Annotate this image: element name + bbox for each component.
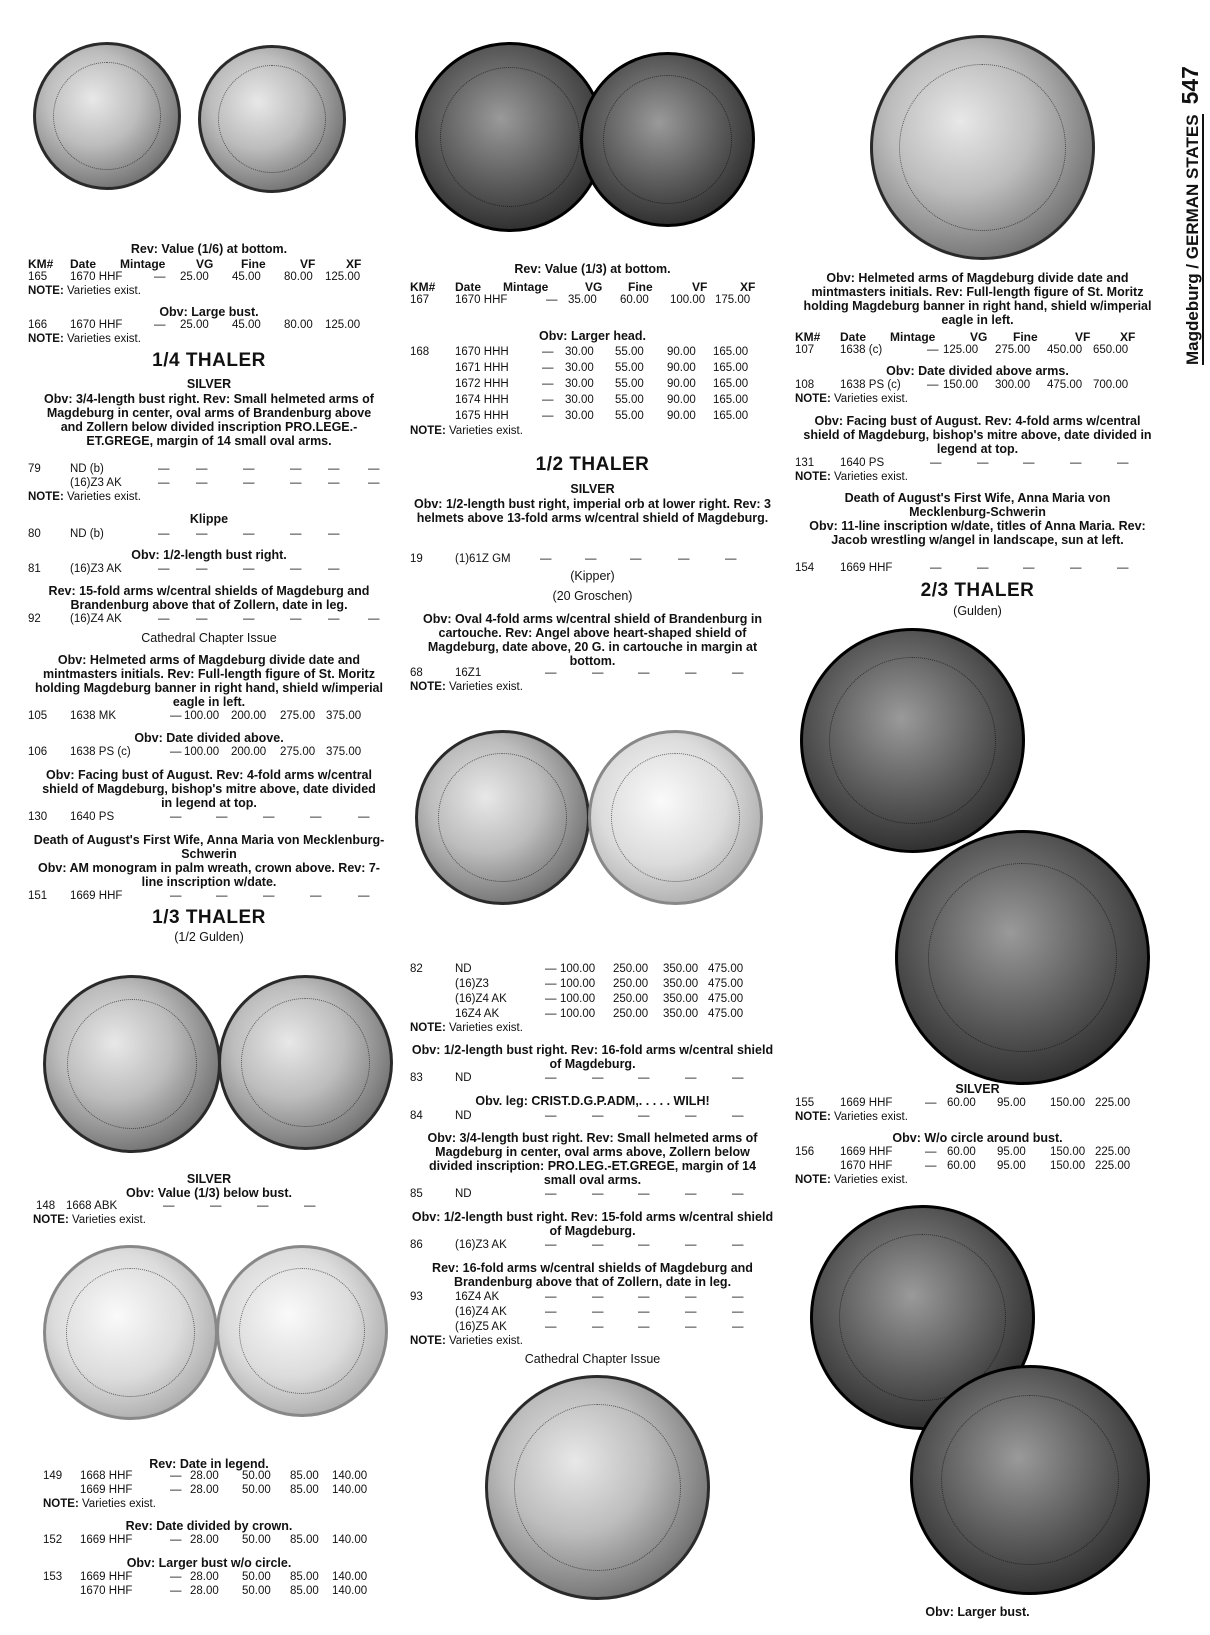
subsection-heading: Cathedral Chapter Issue xyxy=(141,631,277,645)
table-header: KM# Date Mintage VG Fine VF XF xyxy=(795,330,1136,344)
description: Death of August's First Wife, Anna Maria von Mecklenburg-Schwerin xyxy=(844,491,1111,519)
coin-image xyxy=(216,1245,388,1417)
table-row: 149 1668 HHF — 28.00 50.00 85.00 140.00 xyxy=(43,1470,368,1482)
description: Obv: Larger head. xyxy=(539,329,646,343)
note: NOTE: Varieties exist. xyxy=(28,285,141,297)
note: NOTE: Varieties exist. xyxy=(410,681,523,693)
table-row: (16)Z4 AK — — — — — xyxy=(455,1306,744,1318)
section-heading: 1/3 THALER xyxy=(152,907,266,928)
note: NOTE: Varieties exist. xyxy=(43,1498,156,1510)
description: Rev: Date divided by crown. xyxy=(125,1519,293,1533)
subtitle: (Gulden) xyxy=(953,604,1002,618)
table-row: (16)Z3 — 100.00 250.00 350.00 475.00 xyxy=(455,978,744,990)
description: Obv: 1/2-length bust right, imperial orb at lower right. Rev: 3 helmets above 13-fold arms w/central shield of Magdeburg. xyxy=(414,497,771,525)
table-header: KM# Date Mintage VG Fine VF XF xyxy=(410,280,756,294)
description: Rev: Date in legend. xyxy=(149,1457,269,1471)
coin-image xyxy=(910,1365,1150,1595)
table-row: 84 ND — — — — — xyxy=(410,1110,744,1122)
note: NOTE: Varieties exist. xyxy=(28,491,141,503)
note: NOTE: Varieties exist. xyxy=(795,471,908,483)
table-row: 93 16Z4 AK — — — — — xyxy=(410,1291,744,1303)
table-row: 1670 HHF — 60.00 95.00 150.00 225.00 xyxy=(840,1160,1131,1172)
coin-image xyxy=(800,628,1025,853)
metal-label: SILVER xyxy=(186,377,232,391)
table-row: 86 (16)Z3 AK — — — — — xyxy=(410,1239,744,1251)
description: Obv: Facing bust of August. Rev: 4-fold arms w/central shield of Magdeburg, bishop's mitre above, date divided in legend at top. xyxy=(803,414,1152,456)
subtitle: (Kipper) xyxy=(570,569,615,583)
table-row: 16Z4 AK — 100.00 250.00 350.00 475.00 xyxy=(455,1008,744,1020)
table-row: 80 ND (b) — — — — — xyxy=(28,528,340,540)
description: Obv: Helmeted arms of Magdeburg divide date and mintmasters initials. Rev: Full-length figure of St. Moritz holding Magdeburg banner in right hand, shield w/imperial eagle in left. xyxy=(803,271,1152,327)
subsection-heading: Cathedral Chapter Issue xyxy=(524,1352,661,1366)
table-row: 105 1638 MK — 100.00 200.00 275.00 375.00 xyxy=(28,710,362,722)
description: Klippe xyxy=(189,512,229,526)
subtitle: (1/2 Gulden) xyxy=(174,930,244,944)
table-row: (16)Z3 AK — — — — — — xyxy=(70,477,380,489)
section-heading: 2/3 THALER xyxy=(920,580,1035,601)
table-header: KM# Date Mintage VG Fine VF XF xyxy=(28,257,362,271)
coin-image xyxy=(485,1375,710,1600)
table-row: 148 1668 ABK — — — — xyxy=(36,1200,316,1212)
description: Rev: Value (1/3) at bottom. xyxy=(514,262,671,276)
description: Obv: Helmeted arms of Magdeburg divide date and mintmasters initials. Rev: Full-length figure of St. Moritz holding Magdeburg banner in right hand, shield w/imperial eagle in left. xyxy=(35,653,383,709)
table-row: 1669 HHF — 28.00 50.00 85.00 140.00 xyxy=(80,1484,368,1496)
table-row: 1670 HHF — 28.00 50.00 85.00 140.00 xyxy=(80,1585,368,1597)
table-row: 131 1640 PS — — — — — xyxy=(795,457,1129,469)
note: NOTE: Varieties exist. xyxy=(795,1111,908,1123)
caption: Obv: Larger bust. xyxy=(925,1605,1030,1619)
metal-label: SILVER xyxy=(570,482,615,496)
description: Obv: 11-line inscription w/date, titles of Anna Maria. Rev: Jacob wrestling w/angel in landscape, sun at left. xyxy=(809,519,1146,547)
table-row: 130 1640 PS — — — — — xyxy=(28,811,370,823)
description: Obv: Value (1/3) below bust. xyxy=(125,1186,292,1200)
table-row: 92 (16)Z4 AK — — — — — — xyxy=(28,613,380,625)
coin-image xyxy=(43,975,221,1153)
coin-image xyxy=(198,45,346,193)
table-row: 81 (16)Z3 AK — — — — — xyxy=(28,563,340,575)
subtitle: (20 Groschen) xyxy=(552,589,633,603)
section-heading: 1/2 THALER xyxy=(535,454,650,475)
note: NOTE: Varieties exist. xyxy=(410,1022,523,1034)
coin-image xyxy=(415,42,605,232)
description: Death of August's First Wife, Anna Maria von Mecklenburg-Schwerin xyxy=(33,833,385,861)
metal-label: SILVER xyxy=(186,1172,232,1186)
table-row: 152 1669 HHF — 28.00 50.00 85.00 140.00 xyxy=(43,1534,368,1546)
description: Obv: 1/2-length bust right. Rev: 16-fold arms w/central shield of Magdeburg. xyxy=(411,1043,774,1071)
description: Obv: 3/4-length bust right. Rev: Small helmeted arms of Magdeburg in center, oval arms of Brandenburg above and Zollern below divided inscription PRO.LEGE.-ET.GREGE, margin of 14 small oval arms. xyxy=(44,392,374,448)
table-row: 1671 HHH — 30.00 55.00 90.00 165.00 xyxy=(455,362,749,374)
coin-image xyxy=(43,1245,218,1420)
side-title: Magdeburg / GERMAN STATES xyxy=(1183,114,1202,365)
table-row: 68 16Z1 — — — — — xyxy=(410,667,744,679)
metal-label: SILVER xyxy=(955,1082,1000,1096)
table-row: 1672 HHH — 30.00 55.00 90.00 165.00 xyxy=(455,378,749,390)
description: Rev: Value (1/6) at bottom. xyxy=(130,242,288,256)
note: NOTE: Varieties exist. xyxy=(410,425,523,437)
description: Obv: Larger bust w/o circle. xyxy=(126,1556,292,1570)
table-row: 107 1638 (c) — 125.00 275.00 450.00 650.00 xyxy=(795,344,1129,356)
table-row: 1674 HHH — 30.00 55.00 90.00 165.00 xyxy=(455,394,749,406)
coin-image xyxy=(580,52,755,227)
note: NOTE: Varieties exist. xyxy=(795,1174,908,1186)
table-row: 83 ND — — — — — xyxy=(410,1072,744,1084)
table-row: 156 1669 HHF — 60.00 95.00 150.00 225.00 xyxy=(795,1146,1131,1158)
description: Obv: Date divided above arms. xyxy=(886,364,1069,378)
table-row: 167 1670 HHF — 35.00 60.00 100.00 175.00 xyxy=(410,294,751,306)
coin-image xyxy=(33,42,181,190)
description: Obv: Date divided above. xyxy=(134,731,284,745)
table-row: 85 ND — — — — — xyxy=(410,1188,744,1200)
description: Obv. leg: CRIST.D.G.P.ADM,. . . . . WILH! xyxy=(475,1094,710,1108)
table-row: 166 1670 HHF — 25.00 45.00 80.00 125.00 xyxy=(28,319,361,331)
table-row: 82 ND — 100.00 250.00 350.00 475.00 xyxy=(410,963,744,975)
description: Obv: AM monogram in palm wreath, crown above. Rev: 7-line inscription w/date. xyxy=(38,861,380,889)
description: Obv: W/o circle around bust. xyxy=(892,1131,1063,1145)
table-row: (16)Z5 AK — — — — — xyxy=(455,1321,744,1333)
description: Rev: 16-fold arms w/central shields of Magdeburg and Brandenburg above that of Zollern, date in leg. xyxy=(432,1261,753,1289)
table-row: 108 1638 PS (c) — 150.00 300.00 475.00 700.00 xyxy=(795,379,1129,391)
description: Obv: Large bust. xyxy=(159,305,259,319)
section-heading: 1/4 THALER xyxy=(152,350,266,371)
note: NOTE: Varieties exist. xyxy=(28,333,141,345)
table-row: 153 1669 HHF — 28.00 50.00 85.00 140.00 xyxy=(43,1571,368,1583)
note: NOTE: Varieties exist. xyxy=(795,393,908,405)
table-row: (16)Z4 AK — 100.00 250.00 350.00 475.00 xyxy=(455,993,744,1005)
coin-image xyxy=(870,35,1095,260)
coin-image xyxy=(218,975,393,1150)
table-row: 165 1670 HHF — 25.00 45.00 80.00 125.00 xyxy=(28,271,361,283)
description: Obv: 1/2-length bust right. xyxy=(131,548,287,562)
table-row: 155 1669 HHF — 60.00 95.00 150.00 225.00 xyxy=(795,1097,1131,1109)
table-row: 19 (1)61Z GM — — — — — xyxy=(410,553,737,565)
coin-image xyxy=(588,730,763,905)
description: Obv: Facing bust of August. Rev: 4-fold arms w/central shield of Magdeburg, bishop's mitre above, date divided in legend at top. xyxy=(42,768,376,810)
table-row: 79 ND (b) — — — — — — xyxy=(28,463,380,475)
page-number: 547 xyxy=(1177,66,1203,105)
table-row: 168 1670 HHH — 30.00 55.00 90.00 165.00 xyxy=(410,346,749,358)
description: Obv: Oval 4-fold arms w/central shield of Brandenburg in cartouche. Rev: Angel above heart-shaped shield of Magdeburg, date above, 20 G. in cartouche in margin at bottom. xyxy=(423,612,762,668)
note: NOTE: Varieties exist. xyxy=(33,1214,146,1226)
table-row: 1675 HHH — 30.00 55.00 90.00 165.00 xyxy=(455,410,749,422)
description: Obv: 1/2-length bust right. Rev: 15-fold arms w/central shield of Magdeburg. xyxy=(411,1210,774,1238)
note: NOTE: Varieties exist. xyxy=(410,1335,523,1347)
table-row: 154 1669 HHF — — — — — xyxy=(795,562,1129,574)
side-header xyxy=(1175,20,1205,380)
description: Rev: 15-fold arms w/central shields of Magdeburg and Brandenburg above that of Zollern, date in leg. xyxy=(48,584,370,612)
table-row: 151 1669 HHF — — — — — xyxy=(28,890,370,902)
description: Obv: 3/4-length bust right. Rev: Small helmeted arms of Magdeburg in center, oval arms above, Zollern below divided inscription: PRO.LEG.-ET.GREGE, margin of 14 small oval arms. xyxy=(427,1131,758,1187)
coin-image xyxy=(415,730,590,905)
coin-image xyxy=(895,830,1150,1085)
table-row: 106 1638 PS (c) — 100.00 200.00 275.00 375.00 xyxy=(28,746,362,758)
